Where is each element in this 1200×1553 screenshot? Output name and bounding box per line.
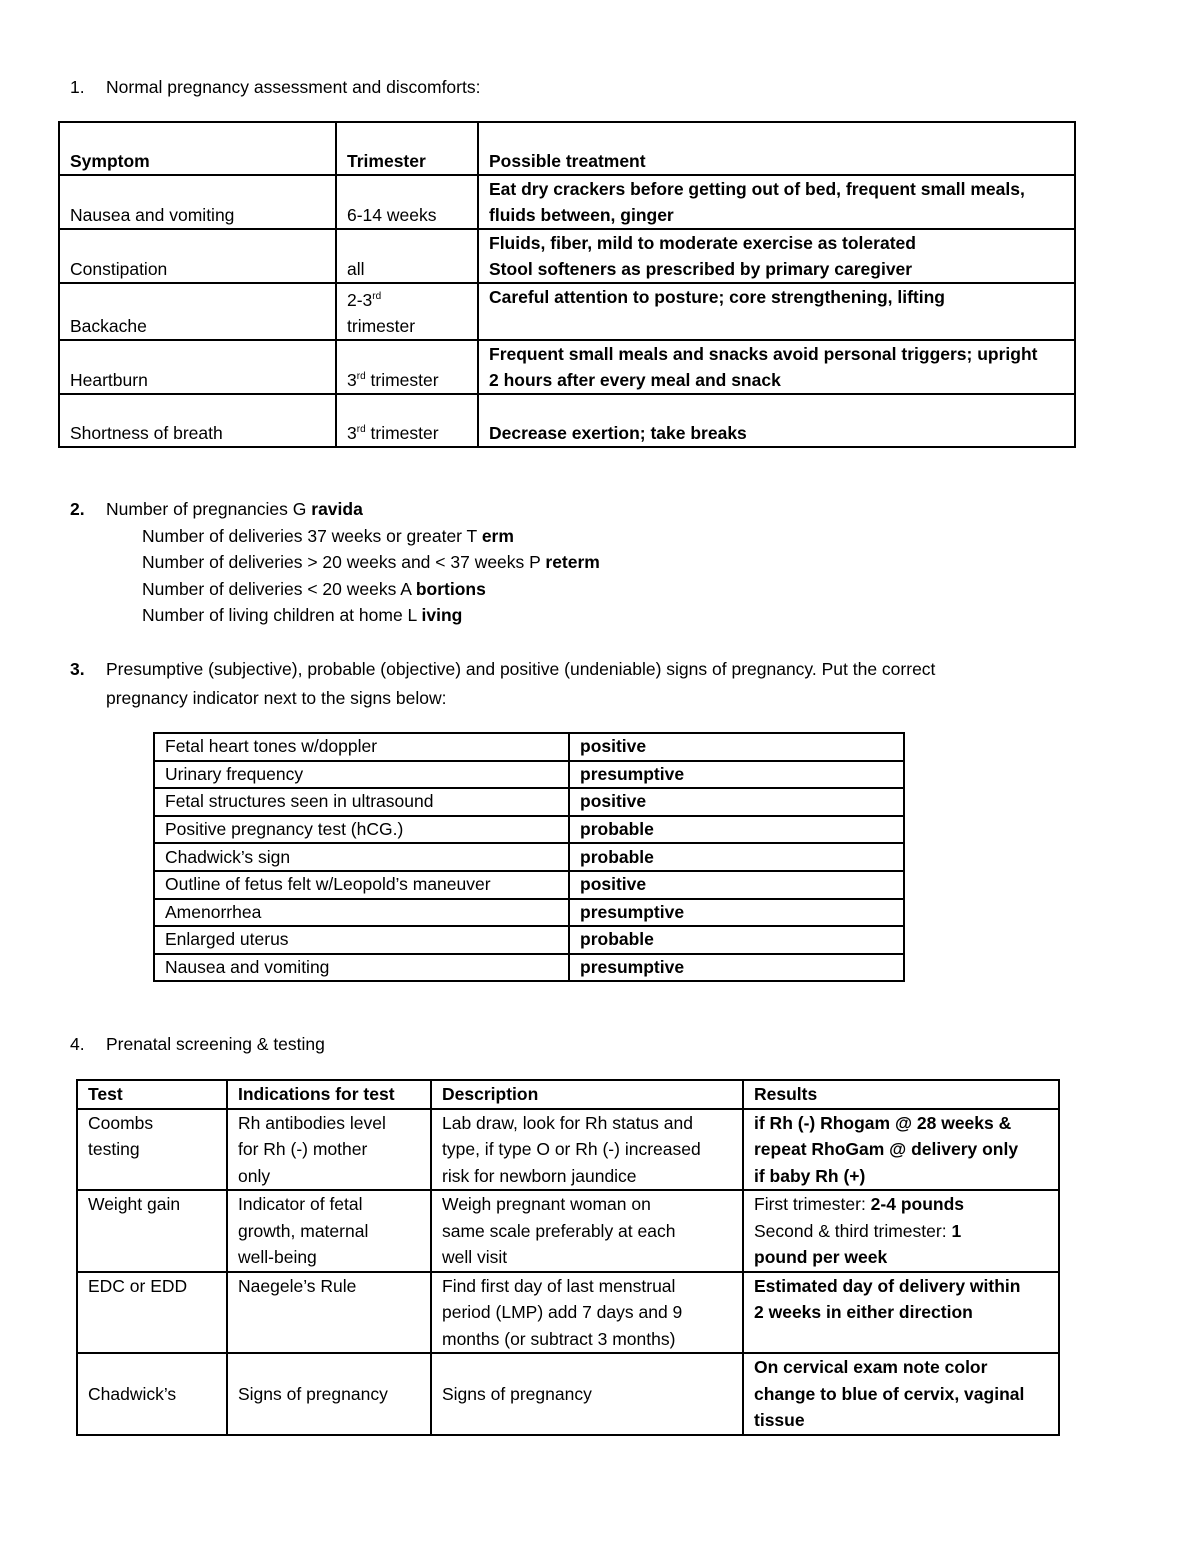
signs-table [153, 732, 905, 982]
results-cell: Estimated day of delivery within 2 weeks in either direction [743, 1272, 1059, 1354]
symptom-cell: Nausea and vomiting [59, 175, 336, 229]
description-cell: Find first day of last menstrual period (LMP) add 7 days and 9 months (or subtract 3 months) [431, 1272, 743, 1354]
indicator-cell: probable [569, 816, 904, 844]
test-cell: EDC or EDD [77, 1272, 227, 1354]
sign-cell: Chadwick’s sign [154, 843, 569, 871]
section-1-title: 1. Normal pregnancy assessment and discomforts: [70, 77, 481, 97]
treatment-cell: Frequent small meals and snacks avoid personal triggers; upright 2 hours after every meal and snack [478, 340, 1075, 394]
header-test: Test [77, 1080, 227, 1109]
table-row [154, 926, 904, 954]
list-item: Number of deliveries 37 weeks or greater T erm [142, 525, 514, 546]
sign-cell: Urinary frequency [154, 761, 569, 789]
list-item: Number of deliveries < 20 weeks A bortions [142, 578, 486, 599]
symptom-cell: Constipation [59, 229, 336, 283]
table-row [154, 871, 904, 899]
sign-cell: Outline of fetus felt w/Leopold’s maneuver [154, 871, 569, 899]
table-row [77, 1353, 1059, 1435]
table-row [154, 816, 904, 844]
trimester-cell: 3rd trimester [336, 394, 478, 447]
table-header-row [77, 1080, 1059, 1109]
indication-cell: Signs of pregnancy [227, 1353, 431, 1435]
header-symptom: Symptom [59, 122, 336, 175]
table-row [154, 899, 904, 927]
description-cell: Lab draw, look for Rh status and type, if type O or Rh (-) increased risk for newborn jaundice [431, 1109, 743, 1191]
test-cell: Weight gain [77, 1190, 227, 1272]
indicator-cell: presumptive [569, 954, 904, 982]
discomforts-table [58, 121, 1076, 448]
description-cell: Weigh pregnant woman on same scale preferably at each well visit [431, 1190, 743, 1272]
description-cell: Signs of pregnancy [431, 1353, 743, 1435]
results-cell: On cervical exam note color change to blue of cervix, vaginal tissue [743, 1353, 1059, 1435]
treatment-cell: Eat dry crackers before getting out of bed, frequent small meals, fluids between, ginger [478, 175, 1075, 229]
table-row [59, 394, 1075, 447]
table-row [77, 1190, 1059, 1272]
table-header-row [59, 122, 1075, 175]
test-cell: Coombs testing [77, 1109, 227, 1191]
sign-cell: Enlarged uterus [154, 926, 569, 954]
indicator-cell: positive [569, 788, 904, 816]
trimester-cell: 6-14 weeks [336, 175, 478, 229]
sign-cell: Amenorrhea [154, 899, 569, 927]
header-description: Description [431, 1080, 743, 1109]
prenatal-testing-table [76, 1079, 1060, 1436]
table-row [59, 340, 1075, 394]
header-indications: Indications for test [227, 1080, 431, 1109]
results-cell: if Rh (-) Rhogam @ 28 weeks & repeat RhoGam @ delivery only if baby Rh (+) [743, 1109, 1059, 1191]
sign-cell: Nausea and vomiting [154, 954, 569, 982]
indication-cell: Indicator of fetal growth, maternal well-being [227, 1190, 431, 1272]
symptom-cell: Backache [59, 283, 336, 340]
section-2-number: 2. [70, 499, 85, 519]
table-row [77, 1109, 1059, 1191]
header-treatment: Possible treatment [478, 122, 1075, 175]
indicator-cell: presumptive [569, 761, 904, 789]
sign-cell: Fetal structures seen in ultrasound [154, 788, 569, 816]
test-cell: Chadwick’s [77, 1353, 227, 1435]
table-row [77, 1272, 1059, 1354]
treatment-cell: Fluids, fiber, mild to moderate exercise as tolerated Stool softeners as prescribed by primary caregiver [478, 229, 1075, 283]
table-row [59, 175, 1075, 229]
symptom-cell: Heartburn [59, 340, 336, 394]
table-row [154, 788, 904, 816]
table-row [154, 954, 904, 982]
section-4-title: 4. Prenatal screening & testing [70, 1034, 325, 1054]
section-3-title: 3. Presumptive (subjective), probable (objective) and positive (undeniable) signs of pregnancy. Put the correct pregnancy indicator next to the signs below: [70, 659, 936, 708]
table-row [154, 761, 904, 789]
table-row [59, 229, 1075, 283]
table-row [154, 843, 904, 871]
trimester-cell: 3rd trimester [336, 340, 478, 394]
list-item: Number of living children at home L iving [142, 605, 463, 625]
trimester-cell: all [336, 229, 478, 283]
results-cell: First trimester: 2-4 pounds Second & third trimester: 1 pound per week [743, 1190, 1059, 1272]
indicator-cell: positive [569, 871, 904, 899]
header-results: Results [743, 1080, 1059, 1109]
indicator-cell: probable [569, 843, 904, 871]
symptom-cell: Shortness of breath [59, 394, 336, 447]
sign-cell: Fetal heart tones w/doppler [154, 733, 569, 761]
treatment-cell: Careful attention to posture; core strengthening, lifting [478, 283, 1075, 340]
indication-cell: Rh antibodies level for Rh (-) mother only [227, 1109, 431, 1191]
indication-cell: Naegele’s Rule [227, 1272, 431, 1354]
sign-cell: Positive pregnancy test (hCG.) [154, 816, 569, 844]
list-item: Number of pregnancies G ravida [106, 499, 363, 519]
indicator-cell: positive [569, 733, 904, 761]
trimester-cell: 2-3rd trimester [336, 283, 478, 340]
table-row [59, 283, 1075, 340]
indicator-cell: presumptive [569, 899, 904, 927]
table-row [154, 733, 904, 761]
indicator-cell: probable [569, 926, 904, 954]
gtpal-list [106, 496, 600, 629]
list-item: Number of deliveries > 20 weeks and < 37 weeks P reterm [142, 552, 600, 572]
treatment-cell: Decrease exertion; take breaks [478, 394, 1075, 447]
header-trimester: Trimester [336, 122, 478, 175]
